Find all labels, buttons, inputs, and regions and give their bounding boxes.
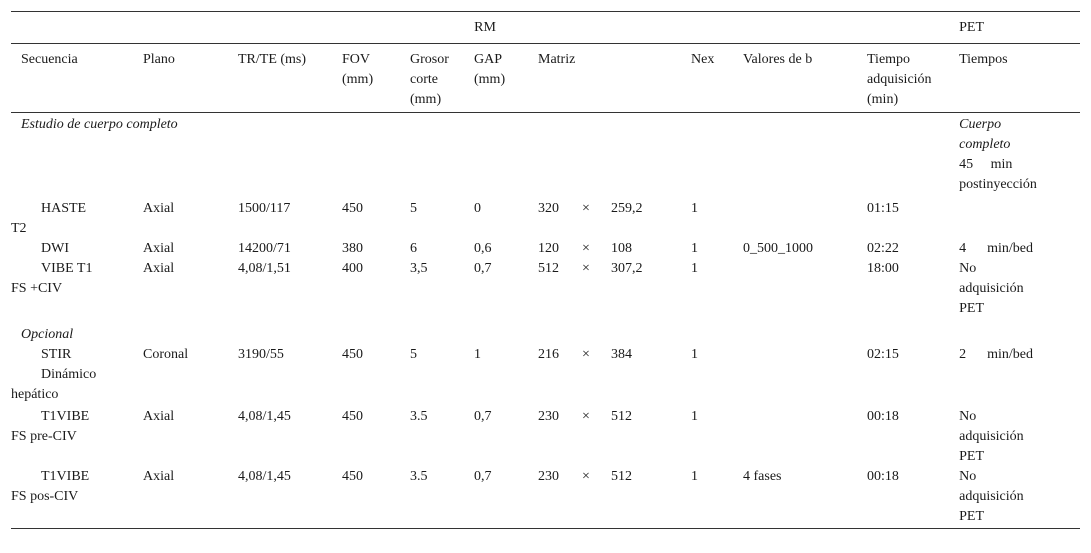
cell-matriz-x: ×	[582, 240, 590, 256]
cell-tiempo: 18:00	[867, 260, 899, 276]
pet-dwi-b: min/bed	[987, 240, 1033, 256]
section-row-opcional	[11, 323, 1080, 345]
pet-t1pre-3: PET	[959, 448, 984, 464]
cell-trte: 3190/55	[238, 346, 284, 362]
cell-fov: 450	[342, 468, 363, 484]
cell-fov: 450	[342, 408, 363, 424]
header-gap-1: GAP	[474, 52, 503, 67]
cell-tiempo: 01:15	[867, 200, 899, 216]
pet-stir-b: min/bed	[987, 346, 1033, 362]
cell-grosor: 6	[410, 240, 417, 256]
cell-b	[733, 259, 857, 323]
header-tiempo-1: Tiempo	[867, 52, 911, 67]
cell-matriz-a: 230	[538, 408, 559, 424]
table-row-vibe	[11, 259, 1080, 323]
cell-secuencia	[11, 405, 133, 467]
cell-trte: 4,08/1,45	[238, 408, 291, 424]
cell-b: 0_500_1000	[743, 240, 813, 256]
pet-stir-a: 2	[959, 346, 967, 362]
header-gap-2: (mm)	[474, 72, 506, 87]
seq-haste-1: HASTE	[41, 200, 87, 216]
pet-cuerpo	[949, 113, 1080, 199]
cell-matriz-b: 512	[611, 408, 632, 424]
cell-gap: 0,7	[474, 408, 492, 424]
cell-pet	[949, 467, 1080, 529]
cell-matriz-a: 120	[538, 240, 559, 256]
protocol-table	[11, 11, 1080, 529]
cell-plano: Axial	[143, 468, 175, 484]
cell-nex: 1	[691, 240, 698, 256]
pet-cuerpo-1: Cuerpo	[959, 117, 1002, 132]
cell-gap: 0,6	[474, 240, 492, 256]
cell-grosor: 3,5	[410, 260, 428, 276]
cell-grosor: 3.5	[410, 468, 428, 484]
cell-secuencia	[11, 467, 133, 529]
header-tiempo-2: adquisición	[867, 72, 932, 87]
cell-b	[733, 199, 857, 239]
cell-nex: 1	[691, 346, 698, 362]
seq-dinamico-2: hepático	[11, 386, 59, 402]
cell-gap: 0,7	[474, 260, 492, 276]
seq-haste-2: T2	[11, 220, 27, 236]
table-row-haste	[11, 199, 1080, 239]
header-grosor-2: corte	[410, 72, 438, 87]
cell-matriz-a: 216	[538, 346, 559, 362]
seq-dinamico-1: Dinámico	[41, 366, 97, 382]
group-rm: RM	[474, 19, 496, 35]
table-row-dwi	[11, 239, 1080, 259]
header-fov-2: (mm)	[342, 72, 374, 87]
table-row-t1vibe-pre	[11, 405, 1080, 467]
section-cuerpo: Estudio de cuerpo completo	[21, 117, 178, 132]
pet-t1pos-3: PET	[959, 508, 984, 524]
pet-cuerpo-3a: 45	[959, 157, 974, 172]
seq-dwi: DWI	[41, 240, 69, 256]
pet-t1pre-1: No	[959, 408, 977, 424]
cell-pet	[949, 239, 1080, 259]
cell-matriz-b: 384	[611, 346, 632, 362]
cell-grosor: 3.5	[410, 408, 428, 424]
cell-matriz-a: 320	[538, 200, 559, 216]
column-header-row	[11, 44, 1080, 113]
header-trte: TR/TE (ms)	[238, 52, 307, 67]
pet-cuerpo-2: completo	[959, 137, 1011, 152]
header-nex: Nex	[691, 52, 715, 67]
cell-b	[733, 405, 857, 467]
pet-cuerpo-3b: min	[990, 157, 1013, 172]
cell-tiempo: 02:22	[867, 240, 899, 256]
cell-matriz-b: 307,2	[611, 260, 643, 276]
cell-matriz-x: ×	[582, 346, 590, 362]
cell-fov: 450	[342, 346, 363, 362]
seq-t1pos-2: FS pos-CIV	[11, 488, 79, 504]
cell-tiempo: 00:18	[867, 408, 899, 424]
section-opcional: Opcional	[21, 326, 74, 342]
cell-trte: 4,08/1,45	[238, 468, 291, 484]
cell-b	[733, 345, 857, 365]
pet-vibe-2: adquisición	[959, 280, 1024, 296]
header-secuencia: Secuencia	[21, 52, 78, 67]
seq-vibe-1: VIBE T1	[41, 260, 93, 276]
cell-grosor: 5	[410, 200, 417, 216]
seq-t1pre-2: FS pre-CIV	[11, 428, 77, 444]
seq-stir: STIR	[41, 346, 72, 362]
cell-fov: 400	[342, 260, 363, 276]
pet-vibe-3: PET	[959, 300, 984, 316]
group-pet: PET	[959, 19, 984, 35]
header-valores-b: Valores de b	[743, 52, 813, 67]
header-grosor-1: Grosor	[410, 52, 449, 67]
header-plano: Plano	[143, 52, 175, 67]
cell-gap: 0,7	[474, 468, 492, 484]
cell-trte: 1500/117	[238, 200, 291, 216]
cell-secuencia	[11, 365, 133, 405]
protocol-table-container	[11, 11, 1080, 529]
cell-secuencia	[11, 259, 133, 323]
cell-matriz-x: ×	[582, 200, 590, 216]
cell-matriz-b: 512	[611, 468, 632, 484]
cell-fov: 450	[342, 200, 363, 216]
cell-secuencia	[11, 345, 133, 365]
pet-t1pos-1: No	[959, 468, 977, 484]
pet-t1pos-2: adquisición	[959, 488, 1024, 504]
cell-nex: 1	[691, 200, 698, 216]
cell-pet	[949, 199, 1080, 239]
cell-pet	[949, 405, 1080, 467]
header-grosor-3: (mm)	[410, 92, 442, 107]
cell-nex: 1	[691, 468, 698, 484]
cell-matriz-b: 259,2	[611, 200, 643, 216]
cell-tiempo: 00:18	[867, 468, 899, 484]
seq-vibe-2: FS +CIV	[11, 280, 63, 296]
cell-plano: Coronal	[143, 346, 189, 362]
table-row-stir	[11, 345, 1080, 365]
cell-grosor: 5	[410, 346, 417, 362]
header-fov-1: FOV	[342, 52, 371, 67]
header-grosor	[400, 44, 464, 113]
header-tiempo	[857, 44, 949, 113]
header-gap	[464, 44, 528, 113]
header-tiempo-3: (min)	[867, 92, 899, 107]
cell-fov: 380	[342, 240, 363, 256]
cell-plano: Axial	[143, 240, 175, 256]
cell-b: 4 fases	[743, 468, 782, 484]
cell-matriz-b: 108	[611, 240, 632, 256]
header-fov	[332, 44, 400, 113]
pet-cuerpo-4: postinyección	[959, 177, 1037, 192]
header-matriz: Matriz	[538, 52, 576, 67]
seq-t1pre-1: T1VIBE	[41, 408, 90, 424]
cell-matriz-x: ×	[582, 468, 590, 484]
cell-matriz-x: ×	[582, 260, 590, 276]
cell-matriz-x: ×	[582, 408, 590, 424]
group-header-row	[11, 12, 1080, 44]
seq-t1pos-1: T1VIBE	[41, 468, 90, 484]
header-tiempos: Tiempos	[959, 52, 1008, 67]
cell-plano: Axial	[143, 408, 175, 424]
cell-tiempo: 02:15	[867, 346, 899, 362]
cell-trte: 4,08/1,51	[238, 260, 291, 276]
cell-plano: Axial	[143, 260, 175, 276]
cell-secuencia	[11, 239, 133, 259]
table-row-t1vibe-pos	[11, 467, 1080, 529]
cell-nex: 1	[691, 408, 698, 424]
cell-matriz-a: 230	[538, 468, 559, 484]
cell-secuencia	[11, 199, 133, 239]
cell-matriz-a: 512	[538, 260, 559, 276]
cell-pet	[949, 259, 1080, 323]
table-row-dinamico	[11, 365, 1080, 405]
cell-plano: Axial	[143, 200, 175, 216]
cell-gap: 1	[474, 346, 481, 362]
cell-gap: 0	[474, 200, 481, 216]
pet-dwi-a: 4	[959, 240, 967, 256]
pet-t1pre-2: adquisición	[959, 428, 1024, 444]
section-row-cuerpo	[11, 113, 1080, 199]
cell-nex: 1	[691, 260, 698, 276]
pet-vibe-1: No	[959, 260, 977, 276]
cell-pet	[949, 345, 1080, 365]
cell-trte: 14200/71	[238, 240, 291, 256]
